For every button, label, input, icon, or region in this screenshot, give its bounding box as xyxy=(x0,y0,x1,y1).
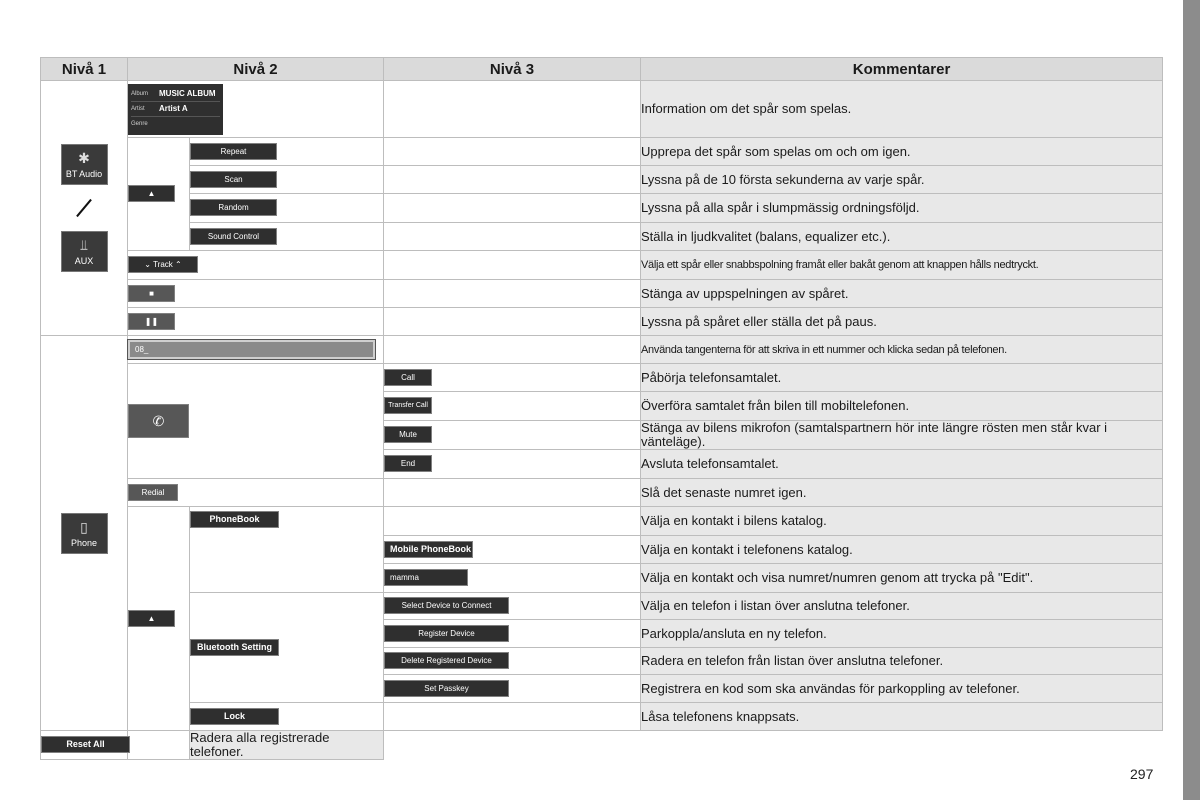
stop-button[interactable] xyxy=(128,285,175,302)
table-header-row xyxy=(41,58,1163,81)
header-level2: Nivå 2 xyxy=(128,58,384,81)
comment-redial: Slå det senaste numret igen. xyxy=(641,479,1163,507)
contact-list-item[interactable]: mamma xyxy=(384,569,468,586)
comment-stop: Stänga av uppspelningen av spåret. xyxy=(641,280,1163,308)
chapter-side-tab xyxy=(1183,0,1200,800)
comment-register-device: Parkoppla/ansluta en ny telefon. xyxy=(641,620,1163,648)
stop-icon: ■ xyxy=(149,288,154,298)
delete-device-button[interactable]: Delete Registered Device xyxy=(384,652,509,669)
repeat-button[interactable]: Repeat xyxy=(190,143,277,160)
comment-sound-control: Ställa in ljudkvalitet (balans, equalizer etc.). xyxy=(641,223,1163,251)
pause-button[interactable] xyxy=(128,313,175,330)
header-level1: Nivå 1 xyxy=(41,58,128,81)
register-device-button[interactable]: Register Device xyxy=(384,625,509,642)
header-comments: Kommentarer xyxy=(641,58,1163,81)
table-row xyxy=(41,507,1163,536)
comment-transfer: Överföra samtalet från bilen till mobiltelefonen. xyxy=(641,392,1163,421)
table-row xyxy=(41,703,1163,731)
table-row xyxy=(41,593,1163,620)
level1-audio-cell xyxy=(41,81,128,336)
bluetooth-setting-button[interactable]: Bluetooth Setting xyxy=(190,639,279,656)
comment-keypad: Använda tangenterna för att skriva in ett nummer och klicka sedan på telefonen. xyxy=(641,336,1163,364)
mobile-phonebook-button[interactable]: Mobile PhoneBook xyxy=(384,541,473,558)
comment-pause: Lyssna på spåret eller ställa det på paus. xyxy=(641,308,1163,336)
mobile-phone-icon: ▯ xyxy=(80,518,88,535)
comment-random: Lyssna på alla spår i slumpmässig ordningsföljd. xyxy=(641,194,1163,223)
transfer-call-button[interactable]: Transfer Call xyxy=(384,397,432,414)
audio-up-cell xyxy=(128,138,190,251)
phonebook-button[interactable]: PhoneBook xyxy=(190,511,279,528)
album-info-cell xyxy=(128,81,384,138)
chevron-down-icon: ⌄ xyxy=(144,260,151,270)
call-button[interactable]: Call xyxy=(384,369,432,386)
comment-mobile-phonebook: Välja en kontakt i telefonens katalog. xyxy=(641,536,1163,564)
chevron-up-icon: ⌃ xyxy=(175,260,182,270)
table-row xyxy=(41,223,1163,251)
aux-cable-icon: ⫫ xyxy=(80,237,88,253)
handset-icon: ✆ xyxy=(152,413,165,429)
table-row xyxy=(41,364,1163,392)
comment-call: Påbörja telefonsamtalet. xyxy=(641,364,1163,392)
number-input-field[interactable]: 08_ xyxy=(128,340,375,359)
aux-tile[interactable]: ⫫ AUX xyxy=(61,231,108,272)
up-arrow-button[interactable] xyxy=(128,185,175,202)
table-row xyxy=(41,138,1163,166)
comment-select-device: Välja en telefon i listan över anslutna telefoner. xyxy=(641,593,1163,620)
random-button[interactable]: Random xyxy=(190,199,277,216)
comment-contact: Välja en kontakt och visa numret/numren genom att trycka på "Edit". xyxy=(641,564,1163,593)
slash-divider xyxy=(76,199,92,217)
scan-button[interactable]: Scan xyxy=(190,171,277,188)
redial-button[interactable]: Redial xyxy=(128,484,178,501)
header-level3: Nivå 3 xyxy=(384,58,641,81)
select-device-button[interactable]: Select Device to Connect xyxy=(384,597,509,614)
album-info-display: Album MUSIC ALBUM Artist Artist A Genre xyxy=(128,84,223,135)
comment-end: Avsluta telefonsamtalet. xyxy=(641,450,1163,479)
table-row xyxy=(41,166,1163,194)
comment-set-passkey: Registrera en kod som ska användas för parkoppling av telefoner. xyxy=(641,675,1163,703)
comment-phonebook: Välja en kontakt i bilens katalog. xyxy=(641,507,1163,536)
sound-control-button[interactable]: Sound Control xyxy=(190,228,277,245)
table-row xyxy=(41,308,1163,336)
bluetooth-icon: ✱ xyxy=(78,150,90,166)
phone-tile[interactable]: ▯ Phone xyxy=(61,513,108,554)
function-table xyxy=(40,57,1163,760)
comment-mute: Stänga av bilens mikrofon (samtalspartnern hör inte längre rösten men står kvar i vänteläge). xyxy=(641,421,1163,450)
comment-scan: Lyssna på de 10 första sekunderna av varje spår. xyxy=(641,166,1163,194)
table-row xyxy=(41,280,1163,308)
lock-button[interactable]: Lock xyxy=(190,708,279,725)
pause-icon: ❚❚ xyxy=(144,316,159,326)
reset-all-button[interactable]: Reset All xyxy=(41,736,130,753)
page-number: 297 xyxy=(1130,766,1154,782)
phone-up-arrow-button[interactable] xyxy=(128,610,175,627)
track-button[interactable]: ⌄ Track ⌃ xyxy=(128,256,198,273)
comment-repeat: Upprepa det spår som spelas om och om igen. xyxy=(641,138,1163,166)
handset-button[interactable] xyxy=(128,404,189,438)
table-row xyxy=(41,194,1163,223)
comment-info: Information om det spår som spelas. xyxy=(641,81,1163,138)
level1-phone-cell xyxy=(41,336,128,731)
table-row xyxy=(41,81,1163,138)
up-arrow-icon: ▲ xyxy=(147,613,156,623)
table-row xyxy=(41,731,1163,760)
set-passkey-button[interactable]: Set Passkey xyxy=(384,680,509,697)
comment-delete-device: Radera en telefon från listan över anslutna telefoner. xyxy=(641,648,1163,675)
comment-track: Välja ett spår eller snabbspolning framåt eller bakåt genom att knappen hålls nedtryckt. xyxy=(641,251,1163,280)
phone-up-cell xyxy=(128,507,190,731)
bt-audio-tile[interactable]: ✱ BT Audio xyxy=(61,144,108,185)
mute-button[interactable]: Mute xyxy=(384,426,432,443)
up-arrow-icon: ▲ xyxy=(147,189,156,199)
table-row xyxy=(41,336,1163,364)
comment-reset-all: Radera alla registrerade telefoner. xyxy=(190,731,384,760)
table-row xyxy=(41,479,1163,507)
table-row xyxy=(41,251,1163,280)
comment-lock: Låsa telefonens knappsats. xyxy=(641,703,1163,731)
end-button[interactable]: End xyxy=(384,455,432,472)
